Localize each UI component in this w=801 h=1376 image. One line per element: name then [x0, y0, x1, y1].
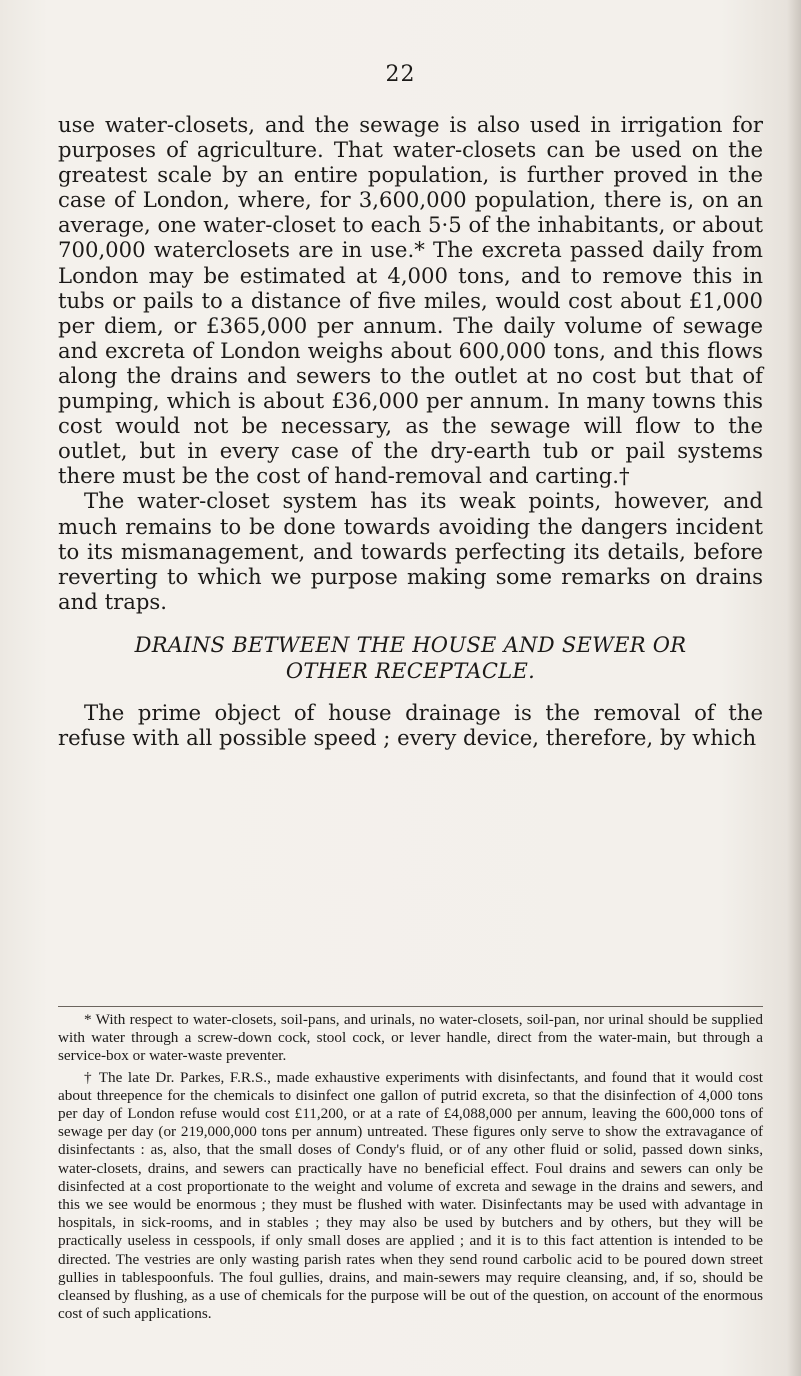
- section-heading: [58, 632, 763, 684]
- section-heading-line-1: DRAINS BETWEEN THE HOUSE AND SEWER OR: [134, 632, 687, 657]
- page-edge-shadow: [787, 0, 801, 1376]
- main-text: [58, 112, 763, 750]
- paragraph: The water-closet system has its weak points, however, and much remains to be done towards avoiding the dangers incident to its mismanagement, and towards perfecting its details, before reverting to which we purpose making some remarks on drains and traps.: [58, 488, 763, 614]
- footnote-asterisk: * With respect to water-closets, soil-pans, and urinals, no water-closets, soil-pan, nor urinal should be supplied with water through a screw-down cock, stool cock, or lever handle, direct from the water-main, but through a service-box or water-waste preventer.: [58, 1011, 763, 1065]
- footnotes: [58, 1006, 763, 1323]
- page-number: 22: [385, 62, 416, 87]
- section-heading-line-2: OTHER RECEPTACLE.: [285, 658, 536, 683]
- paragraph: The prime object of house drainage is the removal of the refuse with all possible speed ; every device, therefore, by which: [58, 699, 763, 750]
- footnote-dagger: † The late Dr. Parkes, F.R.S., made exhaustive experiments with disinfectants, and found that it would cost about threepence for the chemicals to disinfect one gallon of putrid excreta, so that the disinfection of 4,000 tons per day of London refuse would cost £11,200, or at a rate of £4,088,000 per annum, leaving the 600,000 tons of sewage per day (or 219,000,000 tons per annum) untreated. These figures only serve to show the extravagance of disinfectants : as, also, that the small doses of Condy's fluid, or of any other fluid or solid, passed down sinks, water-closets, drains, and sewers can practically have no beneficial effect. Foul drains and sewers can only be disinfected at a cost proportionate to the weight and volume of excreta and sewage in the drains and sewers, and this we see would be enormous ; they must be flushed with water. Disinfectants may be used with advantage in hospitals, in sick-rooms, and in stables ; they may also be used by butchers and by others, but they will be practically useless in cesspools, if only small doses are applied ; and it is to this fact attention is intended to be directed. The vestries are only wasting parish rates when they send round carbolic acid to be poured down street gullies in tablespoonfuls. The foul gullies, drains, and main-sewers may require cleansing, and, if so, should be cleansed by flushing, as a use of chemicals for the purpose will be out of the question, on account of the enormous cost of such applications.: [58, 1068, 763, 1323]
- paragraph-continued: use water-closets, and the sewage is also used in irrigation for purposes of agriculture. That water-closets can be used on the greatest scale by an entire population, is further proved in the case of London, where, for 3,600,000 population, there is, on an average, one water-closet to each 5·5 of the inhabitants, or about 700,000 waterclosets are in use.* The excreta passed daily from London may be estimated at 4,000 tons, and to remove this in tubs or pails to a distance of five miles, would cost about £1,000 per diem, or £365,000 per annum. The daily volume of sewage and excreta of London weighs about 600,000 tons, and this flows along the drains and sewers to the outlet at no cost but that of pumping, which is about £36,000 per annum. In many towns this cost would not be necessary, as the sewage will flow to the outlet, but in every case of the dry-earth tub or pail systems there must be the cost of hand-removal and carting.†: [58, 112, 763, 489]
